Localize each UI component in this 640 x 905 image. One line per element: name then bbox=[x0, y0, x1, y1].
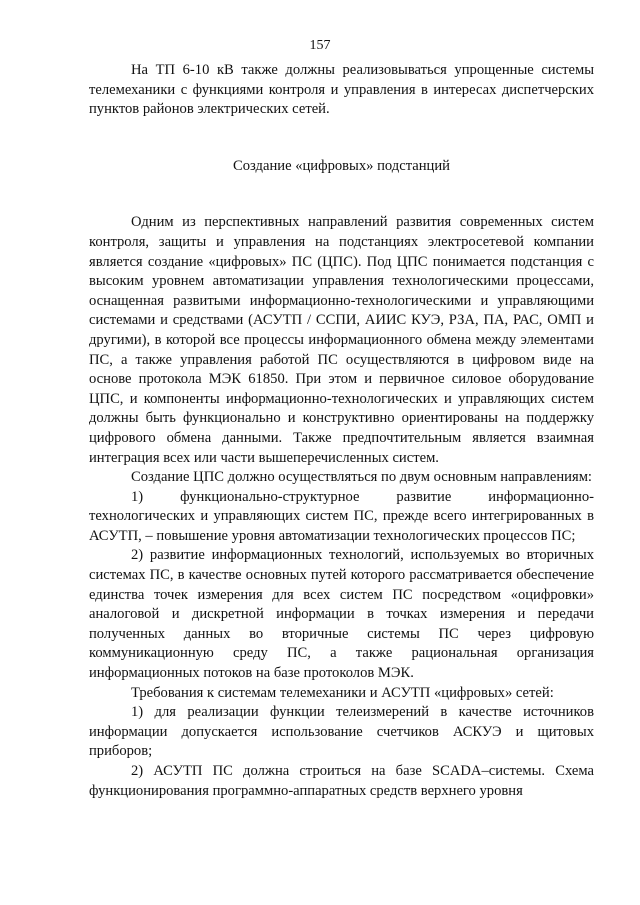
paragraph-directions: Создание ЦПС должно осуществляться по двум основным направлениям: bbox=[131, 469, 592, 486]
intro-paragraph: На ТП 6-10 кВ также должны реализовываться упрощенные системы телемеханики с функциями контроля и управления в интересах диспетчерских пунктов районов электрических сетей. bbox=[89, 62, 594, 118]
paragraph-direction-2: 2) развитие информационных технологий, используемых во вторичных системах ПС, в качестве основных путей которого рассматривается обеспечение единства точек измерения для всех систем ПС посредством «оцифровки» аналоговой и дискретной информации в точках измерения и передачи полученных данных во вторичные системы ПС через цифровую коммуникационную среду ПС, а также рациональная организация информационных потоков на базе протоколов МЭК. bbox=[89, 547, 594, 682]
document-body bbox=[89, 61, 594, 801]
paragraph-definition: Одним из перспективных направлений развития современных систем контроля, защиты и управления на подстанциях электросетевой компании является создание «цифровых» ПС (ЦПС). Под ЦПС понимается подстанция с высоким уровнем автоматизации управления технологическими процессами, оснащенная развитыми информационно-технологическими и управляющими системами и средствами (АСУТП / ССПИ, АИИС КУЭ, РЗА, ПА, РАС, ОМП и другими), в которой все процессы информационного обмена между элементами ПС, а также управления работой ПС осуществляются в цифровом виде на основе протокола МЭК 61850. При этом и первичное силовое оборудование ЦПС, и компоненты информационно-технологических и управляющих систем должны быть функционально и конструктивно ориентированы на поддержку цифрового обмена данными. Также предпочтительным является взаимная интеграция всех или части вышеперечисленных систем. bbox=[89, 214, 594, 466]
paragraph-direction-1: 1) функционально-структурное развитие информационно-технологических и управляющих систем ПС, прежде всего интегрированных в АСУТП, – повышение уровня автоматизации технологических процессов ПС; bbox=[89, 488, 594, 544]
paragraph-requirement-2: 2) АСУТП ПС должна строиться на базе SCADA–системы. Схема функционирования программно-аппаратных средств верхнего уровня bbox=[89, 763, 594, 799]
paragraph-requirements: Требования к системам телемеханики и АСУТП «цифровых» сетей: bbox=[131, 684, 554, 701]
paragraph-requirement-1: 1) для реализации функции телеизмерений в качестве источников информации допускается использование счетчиков АСКУЭ и щитовых приборов; bbox=[89, 704, 594, 760]
page-number: 157 bbox=[309, 38, 331, 53]
section-heading: Создание «цифровых» подстанций bbox=[233, 157, 450, 174]
